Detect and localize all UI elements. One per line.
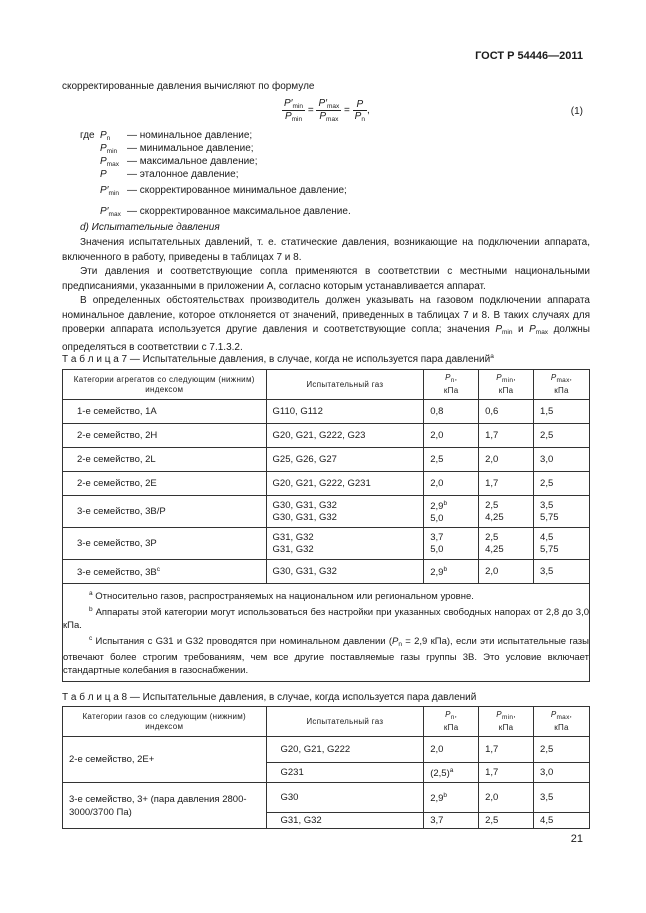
intro-text: скорректированные давления вычисляют по формуле — [62, 81, 315, 92]
cell-pn: 2,0 — [424, 737, 479, 763]
table-row — [63, 496, 590, 528]
cell-category: 3-е семейство, 3P — [63, 528, 267, 560]
definition-text: — скорректированное максимальное давление. — [127, 206, 351, 217]
standard-header: ГОСТ Р 54446—2011 — [475, 50, 583, 62]
cell-pmax: 3,5 — [534, 560, 590, 584]
table-row — [63, 472, 590, 496]
cell-test-gas: G30 — [266, 783, 424, 813]
header-category: Категории газов со следующим (нижним) индексом — [63, 707, 267, 737]
formula-frac-2: $\frac{P'_{max}}{P_{max}}$ — [318, 98, 340, 123]
table-8 — [62, 706, 590, 829]
cell-pmin: 2,5 4,25 — [479, 528, 534, 560]
cell-pn: 2,0 — [424, 424, 479, 448]
footnotes-cell — [63, 584, 590, 682]
definition-text: — эталонное давление; — [127, 169, 239, 180]
definition-text: — скорректированное минимальное давление; — [127, 185, 347, 196]
section-d-heading: d) Испытательные давления — [80, 222, 220, 233]
cell-pmin: 2,5 — [479, 813, 534, 829]
cell-pmin: 2,5 4,25 — [479, 496, 534, 528]
table-row — [63, 737, 590, 763]
cell-category: 2-е семейство, 2E — [63, 472, 267, 496]
cell-pmax: 2,5 — [534, 424, 590, 448]
formula: $\frac{P'_{min}}{P_{min}}$ = $\frac{P'_{max}}{P_{max}}$ = $\frac{P}{P_n}$ , — [284, 98, 370, 123]
cell-pmax: 4,5 5,75 — [534, 528, 590, 560]
cell-pmin: 1,7 — [479, 424, 534, 448]
header-pressure: $P_n$, кПа — [424, 370, 479, 400]
cell-pmax: 2,5 — [534, 737, 590, 763]
cell-category: 3-е семейство, 3+ (пара давления 2800-3000/3700 Па) — [63, 783, 267, 829]
cell-pmax: 2,5 — [534, 472, 590, 496]
cell-pn: 0,8 — [424, 400, 479, 424]
cell-pn: 3,7 5,0 — [424, 528, 479, 560]
cell-category: 2-е семейство, 2L — [63, 448, 267, 472]
cell-test-gas: G25, G26, G27 — [266, 448, 424, 472]
cell-category: 2-е семейство, 2H — [63, 424, 267, 448]
definition-text: — номинальное давление; — [127, 130, 253, 141]
footnote-a: $^a$ Относительно газов, распространяемых на национальном или региональном уровне. — [89, 590, 474, 602]
paragraph-1: Значения испытательных давлений, т. е. статические давления, возникающие на подключении аппарата, включенного в работу, приведены в таблицах 7 и 8. — [62, 237, 590, 263]
formula-frac-3: $\frac{P}{P_n}$ — [354, 98, 365, 123]
cell-test-gas: G30, G31, G32 G30, G31, G32 — [266, 496, 424, 528]
cell-category: 3-е семейство, $3B^c$ — [63, 560, 267, 584]
equation-number: (1) — [570, 106, 583, 117]
cell-pn: 2,9$^b$ — [424, 560, 479, 584]
definition-symbol: $P_n$ — [100, 130, 111, 142]
table8-caption: Т а б л и ц а 8 — Испытательные давления, в случае, когда используется пара давлений — [62, 692, 477, 703]
cell-pmax: 3,0 — [534, 448, 590, 472]
table-row — [63, 448, 590, 472]
cell-pmax: 3,0 — [534, 763, 590, 783]
cell-test-gas: G20, G21, G222, G23 — [266, 424, 424, 448]
definition-text: — максимальное давление; — [127, 156, 258, 167]
header-category: Категории агрегатов со следующим (нижним) индексом — [63, 370, 267, 400]
cell-pn: 3,7 — [424, 813, 479, 829]
definition-symbol: $P'_{max}$ — [100, 206, 121, 218]
definition-symbol: P — [100, 169, 107, 180]
cell-test-gas: G20, G21, G222 — [266, 737, 424, 763]
table-7 — [62, 369, 590, 682]
footnote-c: $^c$ Испытания с G31 и G32 проводятся при номинальном давлении ($P_n = 2,9$ кПа), если эти испытательные газы отвечают более строгим требованиям, чем все другие поставляемые газы группы 3B. Это условие включает стандартные колебания в газоснабжении. — [63, 635, 589, 676]
header-pressure: $P_{max}$, кПа — [534, 707, 590, 737]
definition-symbol: $P_{min}$ — [100, 143, 118, 155]
cell-pmin: 2,0 — [479, 783, 534, 813]
cell-test-gas: G231 — [266, 763, 424, 783]
formula-frac-1: $\frac{P'_{min}}{P_{min}}$ — [284, 98, 304, 123]
definition-symbol: $P_{max}$ — [100, 156, 119, 168]
cell-pn: 2,5 — [424, 448, 479, 472]
paragraph-2: Эти давления и соответствующие сопла применяются в соответствии с местными национальными предписаниями, указанными в приложении А, согласно которым устанавливается аппарат. — [62, 266, 590, 292]
cell-pn: $(2,5)^a$ — [424, 763, 479, 783]
definition-text: — минимальное давление; — [127, 143, 254, 154]
table-header-row — [63, 370, 590, 400]
page-number: 21 — [570, 833, 583, 845]
paragraph-3: В определенных обстоятельствах производитель должен указывать на газовом подключении аппарата номинальное давление, которое отклоняется от значений, приведенных в таблицах 7 и 8. В таких случаях для проверки аппарата используется другие давления и соответствующие сопла; значения $P_{min}$ и $P_{max}$ должны определяться в соответствии с 7.1.3.2. — [62, 295, 590, 353]
cell-pmax: 4,5 — [534, 813, 590, 829]
cell-pn: 2,9$^b$ 5,0 — [424, 496, 479, 528]
table-row — [63, 783, 590, 813]
cell-pmax: 1,5 — [534, 400, 590, 424]
header-test-gas: Испытательный газ — [266, 370, 424, 400]
cell-pmin: 1,7 — [479, 763, 534, 783]
cell-pmax: 3,5 5,75 — [534, 496, 590, 528]
footnote-b: $^b$ Аппараты этой категории могут использоваться без настройки при указанных свободных напорах от 2,8 до 3,0 кПа. — [63, 606, 590, 631]
where-label: где — [80, 130, 95, 141]
cell-pmin: 0,6 — [479, 400, 534, 424]
cell-pn: 2,9$^b$ — [424, 783, 479, 813]
definition-symbol: $P'_{min}$ — [100, 185, 120, 197]
cell-test-gas: G31, G32 — [266, 813, 424, 829]
cell-test-gas: G20, G21, G222, G231 — [266, 472, 424, 496]
table-row — [63, 528, 590, 560]
table-header-row — [63, 707, 590, 737]
cell-test-gas: G30, G31, G32 — [266, 560, 424, 584]
cell-category: 1-е семейство, 1A — [63, 400, 267, 424]
cell-test-gas: G31, G32 G31, G32 — [266, 528, 424, 560]
cell-pmin: 2,0 — [479, 448, 534, 472]
cell-category: 2-е семейство, 2E+ — [63, 737, 267, 783]
footnotes-row — [63, 584, 590, 682]
cell-category: 3-е семейство, 3B/P — [63, 496, 267, 528]
table-row — [63, 424, 590, 448]
cell-pmin: 2,0 — [479, 560, 534, 584]
header-pressure: $P_{min}$, кПа — [479, 370, 534, 400]
header-pressure: $P_{min}$, кПа — [479, 707, 534, 737]
header-pressure: $P_{max}$, кПа — [534, 370, 590, 400]
table-row — [63, 400, 590, 424]
table-row — [63, 560, 590, 584]
table7-caption: Т а б л и ц а 7 — Испытательные давления, в случае, когда не используется пара давлений$^a$ — [62, 353, 494, 365]
header-test-gas: Испытательный газ — [266, 707, 424, 737]
cell-test-gas: G110, G112 — [266, 400, 424, 424]
cell-pmin: 1,7 — [479, 472, 534, 496]
cell-pmax: 3,5 — [534, 783, 590, 813]
cell-pn: 2,0 — [424, 472, 479, 496]
header-pressure: $P_n$, кПа — [424, 707, 479, 737]
cell-pmin: 1,7 — [479, 737, 534, 763]
